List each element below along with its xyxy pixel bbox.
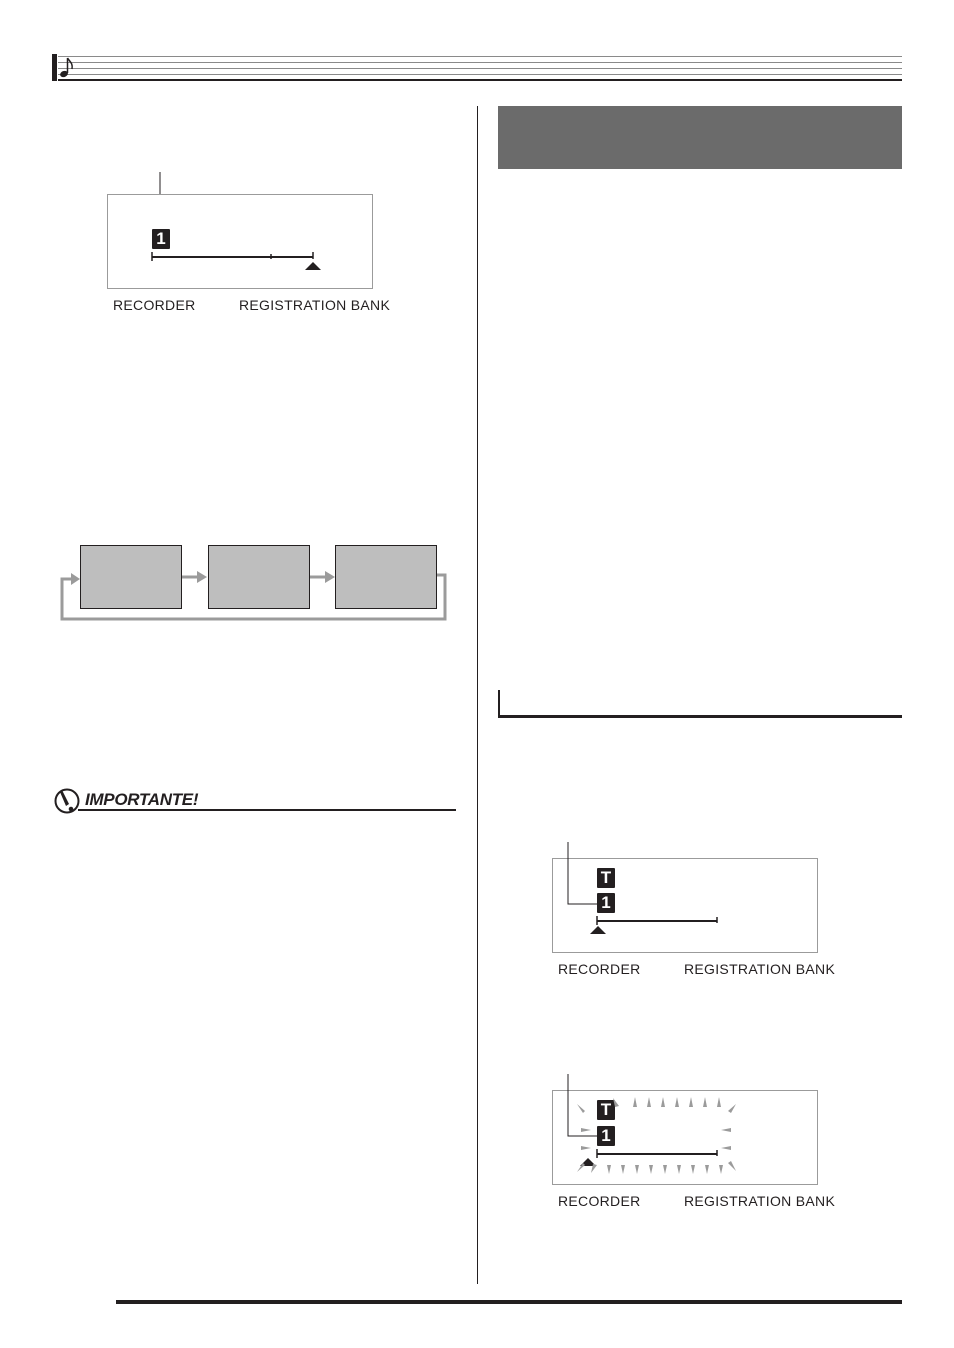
important-label: IMPORTANTE! — [85, 790, 199, 809]
staff-line — [58, 79, 902, 81]
staff-line — [58, 74, 902, 75]
warning-icon — [53, 787, 81, 815]
progress-bar — [587, 915, 727, 937]
lcd-label-registration-bank: REGISTRATION BANK — [684, 1193, 836, 1209]
flow-step-box-3 — [335, 545, 437, 609]
progress-bar — [151, 251, 331, 273]
track-number-indicator: 1 — [597, 893, 615, 913]
callout-line — [560, 842, 600, 906]
staff-bar — [52, 54, 57, 81]
music-note-icon — [59, 55, 75, 79]
staff-line — [58, 62, 902, 63]
arrow-right-icon — [310, 570, 336, 584]
flow-step-box-1 — [80, 545, 182, 609]
lcd-label-recorder: RECORDER — [558, 961, 641, 977]
page-footer-rule — [116, 1300, 902, 1304]
arrow-right-icon — [182, 570, 208, 584]
position-marker-icon — [590, 926, 606, 934]
lcd-label-recorder: RECORDER — [113, 297, 196, 313]
position-marker-icon — [305, 262, 321, 270]
column-divider — [477, 106, 478, 1284]
track-letter-indicator: T — [597, 1100, 615, 1120]
lcd-screen — [107, 194, 373, 289]
staff-line — [58, 68, 902, 69]
lcd-label-recorder: RECORDER — [558, 1193, 641, 1209]
lcd-label-registration-bank: REGISTRATION BANK — [239, 297, 391, 313]
track-number-indicator: 1 — [152, 229, 170, 249]
track-letter-indicator: T — [597, 868, 615, 888]
flow-step-box-2 — [208, 545, 310, 609]
important-underline — [78, 809, 456, 811]
staff-line — [58, 56, 902, 57]
callout-line — [560, 1074, 600, 1138]
lcd-label-registration-bank: REGISTRATION BANK — [684, 961, 836, 977]
track-number-indicator: 1 — [597, 1126, 615, 1146]
section-header-bar — [498, 106, 902, 169]
